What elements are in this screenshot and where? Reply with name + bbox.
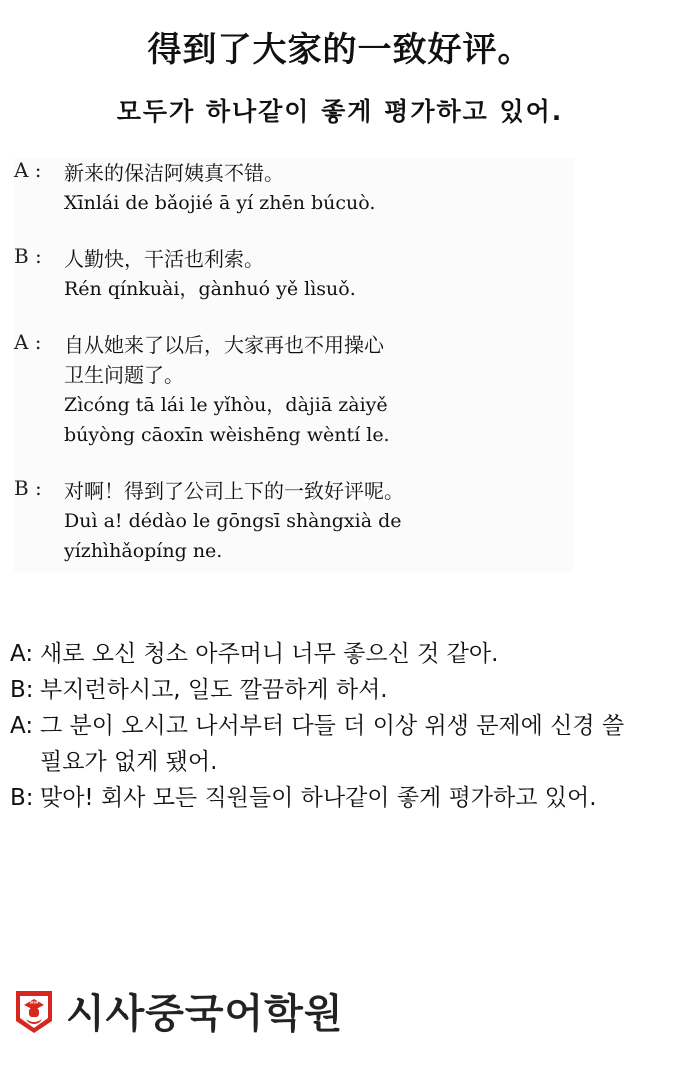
dialogue-turn — [14, 330, 574, 450]
dialogue-turn — [14, 158, 574, 218]
korean-text: 부지런하시고, 일도 깔끔하게 하셔. — [40, 677, 388, 703]
sisa-emblem-icon — [12, 987, 56, 1035]
emblem-lettering: SISA — [29, 1000, 39, 1004]
chinese-line: 对啊！得到了公司上下的一致好评呢。 — [64, 479, 404, 503]
korean-speaker: B: — [10, 785, 34, 811]
speaker-label: B : — [14, 476, 42, 500]
speaker-label: A : — [14, 158, 42, 182]
academy-name: 시사중국어학원 — [66, 991, 344, 1037]
pinyin-line: Xīnlái de bǎojié ā yí zhēn búcuò. — [64, 192, 376, 214]
korean-speaker: A: — [10, 641, 34, 667]
speaker-label: B : — [14, 244, 42, 268]
korean-line — [10, 780, 670, 816]
korean-line — [10, 708, 670, 744]
korean-line — [10, 636, 670, 672]
korean-text: 맞아! 회사 모든 직원들이 하나같이 좋게 평가하고 있어. — [40, 785, 597, 811]
title-chinese: 得到了大家的一致好评。 — [147, 30, 533, 70]
dialogue-turn — [14, 244, 574, 304]
korean-translation — [10, 636, 670, 816]
pinyin-line: Duì a! dédào le gōngsī shàngxià de yízhìhǎopíng ne. — [64, 510, 402, 562]
korean-line — [10, 744, 670, 780]
pinyin-line: Zìcóng tā lái le yǐhòu，dàjiā zàiyě búyòng cāoxīn wèishēng wèntí le. — [64, 394, 390, 446]
speaker-label: A : — [14, 330, 42, 354]
korean-speaker: A: — [10, 713, 34, 739]
korean-speaker: B: — [10, 677, 34, 703]
korean-text: 필요가 없게 됐어. — [40, 749, 218, 775]
pinyin-line: Rén qínkuài，gànhuó yě lìsuǒ. — [64, 278, 356, 300]
korean-line — [10, 672, 670, 708]
chinese-line: 新来的保洁阿姨真不错。 — [64, 161, 284, 185]
korean-text: 그 분이 오시고 나서부터 다들 더 이상 위생 문제에 신경 쓸 — [40, 713, 625, 739]
korean-speaker — [10, 744, 40, 780]
academy-logo — [12, 982, 343, 1039]
chinese-line: 人勤快，干活也利索。 — [64, 247, 264, 271]
chinese-line: 自从她来了以后，大家再也不用操心 卫生问题了。 — [64, 333, 384, 387]
dialogue-turn — [14, 476, 574, 566]
dialogue-panel — [14, 158, 574, 572]
title-korean: 모두가 하나같이 좋게 평가하고 있어. — [116, 97, 564, 126]
korean-text: 새로 오신 청소 아주머니 너무 좋으신 것 같아. — [40, 641, 499, 667]
